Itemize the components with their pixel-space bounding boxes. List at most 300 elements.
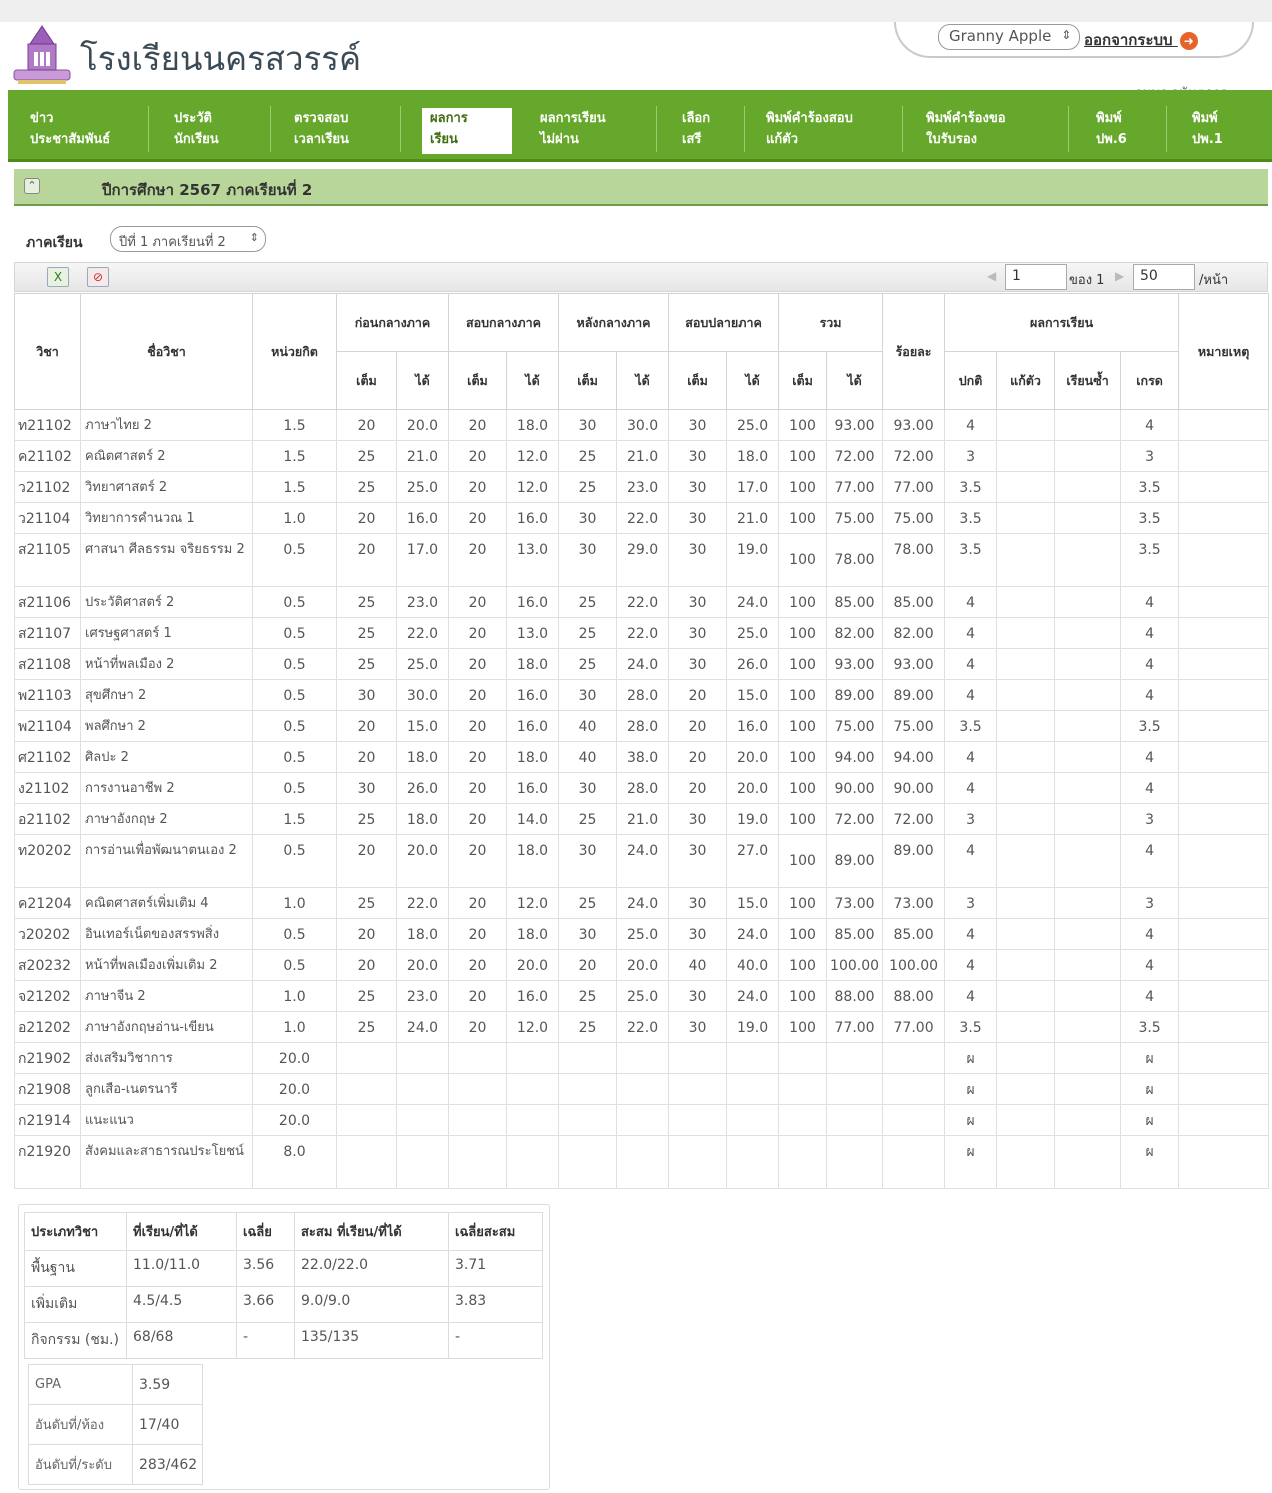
clear-filter-icon[interactable]: ⊘ [87, 267, 109, 287]
pager-of-label: ของ 1 [1069, 273, 1105, 288]
cell-total-full: 100 [779, 649, 827, 680]
cell-total-full [779, 1136, 827, 1189]
cell-total-got [827, 1105, 883, 1136]
cell-total-got: 88.00 [827, 981, 883, 1012]
cell-percent: 77.00 [883, 472, 945, 503]
cell-repeat [1055, 1105, 1121, 1136]
cell-retest [997, 1136, 1055, 1189]
cell-mid-got: 16.0 [507, 587, 559, 618]
nav-print-por6[interactable]: พิมพ์ ปพ.6 [1096, 111, 1127, 147]
cell-after-mid-got: 25.0 [617, 981, 669, 1012]
cell-mid-got: 16.0 [507, 680, 559, 711]
cell-normal: 3.5 [945, 711, 997, 742]
class-rank-label: อันดับที่/ห้อง [29, 1405, 133, 1445]
table-row [15, 1043, 1269, 1074]
summary-cell: 3.71 [449, 1251, 543, 1287]
cell-name: ภาษาอังกฤษ 2 [81, 804, 253, 835]
cell-mid-full [449, 1105, 507, 1136]
pager-page-input[interactable]: 1 [1005, 264, 1067, 290]
cell-credit: 0.5 [253, 680, 337, 711]
cell-grade: 3.5 [1121, 534, 1179, 587]
cell-mid-got [507, 1105, 559, 1136]
cell-before-mid-full [337, 1043, 397, 1074]
pager-prev-icon[interactable]: ◀ [987, 269, 997, 283]
cell-code: ว21104 [15, 503, 81, 534]
cell-name: ภาษาอังกฤษอ่าน-เขียน [81, 1012, 253, 1043]
cell-after-mid-got: 28.0 [617, 680, 669, 711]
cell-credit: 0.5 [253, 534, 337, 587]
cell-normal: 4 [945, 649, 997, 680]
cell-total-full: 100 [779, 472, 827, 503]
cell-total-full: 100 [779, 410, 827, 441]
cell-total-full: 100 [779, 981, 827, 1012]
summary-cell: 68/68 [127, 1323, 237, 1359]
cell-name: พลศึกษา 2 [81, 711, 253, 742]
cell-final-got: 40.0 [727, 950, 779, 981]
summary-row [25, 1323, 543, 1359]
nav-print-por1[interactable]: พิมพ์ ปพ.1 [1192, 111, 1223, 147]
summary-header-credits: ที่เรียน/ที่ได้ [127, 1213, 237, 1251]
cell-mid-got [507, 1074, 559, 1105]
cell-before-mid-full: 20 [337, 711, 397, 742]
cell-code: ส21106 [15, 587, 81, 618]
class-rank-value: 17/40 [133, 1405, 203, 1445]
cell-after-mid-got: 22.0 [617, 503, 669, 534]
cell-before-mid-full: 25 [337, 441, 397, 472]
cell-grade: 4 [1121, 835, 1179, 888]
pager-next-icon[interactable]: ▶ [1115, 269, 1125, 283]
cell-credit: 0.5 [253, 649, 337, 680]
table-row [15, 919, 1269, 950]
nav-print-retest-form[interactable]: พิมพ์คำร้องสอบ แก้ตัว [766, 111, 853, 147]
cell-total-got: 93.00 [827, 649, 883, 680]
cell-mid-got: 16.0 [507, 503, 559, 534]
cell-final-full: 30 [669, 888, 727, 919]
cell-code: ส21107 [15, 618, 81, 649]
cell-percent: 93.00 [883, 649, 945, 680]
gpa-row [29, 1365, 203, 1405]
cell-final-full: 30 [669, 410, 727, 441]
nav-free-elective[interactable]: เลือก เสรี [682, 111, 711, 147]
cell-retest [997, 773, 1055, 804]
cell-credit: 1.5 [253, 441, 337, 472]
cell-final-full: 40 [669, 950, 727, 981]
cell-remark [1179, 950, 1269, 981]
cell-before-mid-full: 25 [337, 472, 397, 503]
cell-after-mid-full: 40 [559, 742, 617, 773]
cell-final-full [669, 1074, 727, 1105]
cell-remark [1179, 835, 1269, 888]
cell-after-mid-got: 38.0 [617, 742, 669, 773]
cell-mid-full: 20 [449, 472, 507, 503]
table-row [15, 587, 1269, 618]
cell-final-got [727, 1043, 779, 1074]
cell-total-full: 100 [779, 950, 827, 981]
col-header-grade: เกรด [1121, 352, 1179, 410]
cell-credit: 0.5 [253, 919, 337, 950]
summary-row [25, 1251, 543, 1287]
cell-credit: 0.5 [253, 711, 337, 742]
cell-repeat [1055, 804, 1121, 835]
cell-final-full [669, 1105, 727, 1136]
cell-after-mid-full: 30 [559, 410, 617, 441]
cell-total-full: 100 [779, 919, 827, 950]
cell-remark [1179, 804, 1269, 835]
cell-retest [997, 804, 1055, 835]
cell-after-mid-full: 25 [559, 618, 617, 649]
cell-retest [997, 649, 1055, 680]
cell-percent: 72.00 [883, 441, 945, 472]
cell-repeat [1055, 711, 1121, 742]
table-row [15, 472, 1269, 503]
cell-retest [997, 742, 1055, 773]
cell-after-mid-got [617, 1074, 669, 1105]
cell-name: อินเทอร์เน็ตของสรรพสิ่ง [81, 919, 253, 950]
cell-normal: 4 [945, 950, 997, 981]
cell-repeat [1055, 835, 1121, 888]
col-header-got: ได้ [727, 352, 779, 410]
cell-final-full: 30 [669, 618, 727, 649]
cell-after-mid-got: 22.0 [617, 587, 669, 618]
cell-mid-full: 20 [449, 888, 507, 919]
table-row [15, 711, 1269, 742]
cell-credit: 1.0 [253, 981, 337, 1012]
nav-news[interactable]: ข่าว ประชาสัมพันธ์ [30, 111, 111, 147]
cell-retest [997, 503, 1055, 534]
cell-final-got [727, 1074, 779, 1105]
cell-final-full: 30 [669, 503, 727, 534]
col-header-full: เต็ม [559, 352, 617, 410]
cell-after-mid-full: 30 [559, 503, 617, 534]
cell-grade: 4 [1121, 680, 1179, 711]
logout-link[interactable] [1084, 28, 1198, 52]
cell-mid-got: 18.0 [507, 919, 559, 950]
cell-repeat [1055, 503, 1121, 534]
cell-after-mid-full [559, 1136, 617, 1189]
cell-code: พ21103 [15, 680, 81, 711]
summary-cell: 3.66 [237, 1287, 295, 1323]
nav-failed-results[interactable]: ผลการเรียน ไม่ผ่าน [540, 111, 606, 147]
cell-total-got: 77.00 [827, 1012, 883, 1043]
col-header-full: เต็ม [779, 352, 827, 410]
cell-code: พ21104 [15, 711, 81, 742]
term-select[interactable] [110, 226, 266, 252]
cell-before-mid-full: 30 [337, 680, 397, 711]
cell-credit: 20.0 [253, 1043, 337, 1074]
cell-mid-full [449, 1136, 507, 1189]
cell-retest [997, 410, 1055, 441]
cell-before-mid-got: 18.0 [397, 919, 449, 950]
cell-before-mid-got: 23.0 [397, 981, 449, 1012]
cell-after-mid-got: 25.0 [617, 919, 669, 950]
table-row [15, 649, 1269, 680]
cell-grade: 3.5 [1121, 472, 1179, 503]
cell-name: ศิลปะ 2 [81, 742, 253, 773]
cell-name: การงานอาชีพ 2 [81, 773, 253, 804]
col-header-got: ได้ [827, 352, 883, 410]
cell-before-mid-full: 30 [337, 773, 397, 804]
cell-mid-got: 18.0 [507, 835, 559, 888]
cell-total-got: 72.00 [827, 804, 883, 835]
cell-repeat [1055, 742, 1121, 773]
cell-mid-got [507, 1043, 559, 1074]
cell-mid-full: 20 [449, 835, 507, 888]
cell-final-full: 30 [669, 441, 727, 472]
cell-normal: 4 [945, 680, 997, 711]
cell-code: ค21204 [15, 888, 81, 919]
school-name: โรงเรียนนครสวรรค์ [80, 39, 362, 78]
updown-caret-icon: ⇕ [1061, 28, 1072, 42]
cell-credit: 8.0 [253, 1136, 337, 1189]
cell-remark [1179, 534, 1269, 587]
pager-unit-label: /หน้า [1199, 273, 1229, 288]
cell-before-mid-full: 20 [337, 950, 397, 981]
cell-after-mid-full: 25 [559, 1012, 617, 1043]
cell-before-mid-got [397, 1136, 449, 1189]
nav-divider [400, 106, 401, 152]
cell-remark [1179, 649, 1269, 680]
cell-name: แนะแนว [81, 1105, 253, 1136]
cell-normal: ผ [945, 1105, 997, 1136]
cell-after-mid-got: 22.0 [617, 1012, 669, 1043]
cell-code: ก21914 [15, 1105, 81, 1136]
cell-total-full: 100 [779, 441, 827, 472]
cell-remark [1179, 1136, 1269, 1189]
cell-after-mid-got: 30.0 [617, 410, 669, 441]
summary-header-type: ประเภทวิชา [25, 1213, 127, 1251]
cell-mid-full: 20 [449, 680, 507, 711]
cell-after-mid-full [559, 1043, 617, 1074]
cell-before-mid-got: 25.0 [397, 472, 449, 503]
cell-credit: 0.5 [253, 618, 337, 649]
cell-retest [997, 711, 1055, 742]
cell-before-mid-full: 20 [337, 835, 397, 888]
col-header-full: เต็ม [669, 352, 727, 410]
cell-mid-full: 20 [449, 534, 507, 587]
cell-normal: 3.5 [945, 503, 997, 534]
cell-final-got: 20.0 [727, 742, 779, 773]
term-select-value: ปีที่ 1 ภาคเรียนที่ 2 [119, 235, 226, 250]
table-row [15, 773, 1269, 804]
cell-grade: 4 [1121, 587, 1179, 618]
cell-before-mid-got: 15.0 [397, 711, 449, 742]
cell-percent: 77.00 [883, 1012, 945, 1043]
cell-mid-got: 12.0 [507, 888, 559, 919]
cell-percent: 73.00 [883, 888, 945, 919]
table-row [15, 1074, 1269, 1105]
cell-remark [1179, 919, 1269, 950]
cell-total-full: 100 [779, 503, 827, 534]
collapse-icon[interactable]: ⌃ [24, 178, 40, 194]
cell-after-mid-got [617, 1105, 669, 1136]
cell-remark [1179, 888, 1269, 919]
cell-total-got: 100.00 [827, 950, 883, 981]
cell-final-full: 30 [669, 649, 727, 680]
grid-toolbar [14, 262, 1268, 292]
cell-final-got: 26.0 [727, 649, 779, 680]
nav-attendance[interactable]: ตรวจสอบ เวลาเรียน [294, 111, 349, 147]
summary-header-average: เฉลี่ย [237, 1213, 295, 1251]
cell-after-mid-full: 25 [559, 472, 617, 503]
cell-remark [1179, 472, 1269, 503]
col-header-before-mid: ก่อนกลางภาค [337, 294, 449, 352]
cell-code: ท20202 [15, 835, 81, 888]
cell-total-got: 89.00 [827, 680, 883, 711]
excel-export-icon[interactable]: X [47, 267, 69, 287]
logout-label: ออกจากระบบ [1084, 31, 1173, 49]
cell-after-mid-got: 21.0 [617, 441, 669, 472]
cell-final-full [669, 1136, 727, 1189]
cell-before-mid-got: 26.0 [397, 773, 449, 804]
cell-before-mid-full: 20 [337, 410, 397, 441]
nav-student-profile[interactable]: ประวัติ นักเรียน [174, 111, 219, 147]
cell-after-mid-full: 20 [559, 950, 617, 981]
nav-print-certificate-form[interactable]: พิมพ์คำร้องขอ ใบรับรอง [926, 111, 1006, 147]
cell-total-full [779, 1043, 827, 1074]
cell-percent: 82.00 [883, 618, 945, 649]
cell-repeat [1055, 919, 1121, 950]
cell-final-got: 25.0 [727, 410, 779, 441]
nav-divider [656, 106, 657, 152]
cell-name: คณิตศาสตร์เพิ่มเติม 4 [81, 888, 253, 919]
cell-retest [997, 587, 1055, 618]
cell-final-full: 20 [669, 773, 727, 804]
cell-code: ก21908 [15, 1074, 81, 1105]
nav-divider [744, 106, 745, 152]
cell-before-mid-full: 25 [337, 804, 397, 835]
cell-credit: 0.5 [253, 742, 337, 773]
cell-after-mid-got: 21.0 [617, 804, 669, 835]
cell-code: ค21102 [15, 441, 81, 472]
cell-final-full: 30 [669, 1012, 727, 1043]
cell-remark [1179, 742, 1269, 773]
cell-credit: 0.5 [253, 587, 337, 618]
cell-final-got: 25.0 [727, 618, 779, 649]
cell-total-full: 100 [779, 804, 827, 835]
cell-mid-got: 12.0 [507, 441, 559, 472]
cell-normal: 3.5 [945, 1012, 997, 1043]
cell-normal: ผ [945, 1074, 997, 1105]
table-row [15, 410, 1269, 441]
table-row [15, 888, 1269, 919]
cell-total-full: 100 [779, 680, 827, 711]
cell-mid-got: 18.0 [507, 649, 559, 680]
cell-mid-got: 12.0 [507, 472, 559, 503]
cell-normal: 4 [945, 742, 997, 773]
cell-normal: 4 [945, 773, 997, 804]
cell-normal: 4 [945, 919, 997, 950]
cell-remark [1179, 711, 1269, 742]
cell-mid-full: 20 [449, 950, 507, 981]
cell-normal: 4 [945, 410, 997, 441]
cell-mid-full [449, 1043, 507, 1074]
cell-total-full: 100 [779, 1012, 827, 1043]
cell-normal: 3.5 [945, 534, 997, 587]
cell-before-mid-got: 22.0 [397, 888, 449, 919]
col-header-percent: ร้อยละ [883, 294, 945, 410]
cell-mid-got: 16.0 [507, 981, 559, 1012]
cell-total-full: 100 [779, 773, 827, 804]
cell-name: วิทยาการคำนวณ 1 [81, 503, 253, 534]
cell-total-full: 100 [779, 711, 827, 742]
summary-cell: 135/135 [295, 1323, 449, 1359]
summary-cell: 3.83 [449, 1287, 543, 1323]
summary-cell: 11.0/11.0 [127, 1251, 237, 1287]
cell-before-mid-got: 17.0 [397, 534, 449, 587]
cell-retest [997, 919, 1055, 950]
col-header-normal: ปกติ [945, 352, 997, 410]
cell-grade: 4 [1121, 742, 1179, 773]
cell-name: หน้าที่พลเมือง 2 [81, 649, 253, 680]
cell-mid-got: 14.0 [507, 804, 559, 835]
cell-normal: ผ [945, 1136, 997, 1189]
cell-retest [997, 472, 1055, 503]
cell-retest [997, 950, 1055, 981]
cell-grade: 4 [1121, 618, 1179, 649]
cell-mid-full: 20 [449, 649, 507, 680]
cell-percent: 85.00 [883, 587, 945, 618]
cell-credit: 1.0 [253, 503, 337, 534]
gpa-table [28, 1364, 203, 1485]
account-select[interactable] [938, 24, 1080, 50]
cell-after-mid-full: 30 [559, 919, 617, 950]
pager-size-input[interactable]: 50 [1133, 264, 1195, 290]
cell-remark [1179, 1043, 1269, 1074]
cell-final-got: 20.0 [727, 773, 779, 804]
summary-table [24, 1212, 543, 1359]
gpa-value: 3.59 [133, 1365, 203, 1405]
nav-grades[interactable]: ผลการ เรียน [422, 108, 512, 154]
account-select-value: Granny Apple [949, 27, 1052, 45]
level-rank-value: 283/462 [133, 1445, 203, 1485]
cell-before-mid-got [397, 1043, 449, 1074]
cell-remark [1179, 1074, 1269, 1105]
cell-mid-full [449, 1074, 507, 1105]
cell-grade: 3.5 [1121, 1012, 1179, 1043]
col-header-after-mid: หลังกลางภาค [559, 294, 669, 352]
cell-total-got [827, 1043, 883, 1074]
cell-before-mid-got: 18.0 [397, 742, 449, 773]
cell-total-full [779, 1074, 827, 1105]
cell-after-mid-got: 22.0 [617, 618, 669, 649]
col-header-mid: สอบกลางภาค [449, 294, 559, 352]
cell-after-mid-got: 24.0 [617, 888, 669, 919]
cell-retest [997, 1074, 1055, 1105]
summary-cell: 3.56 [237, 1251, 295, 1287]
cell-credit: 20.0 [253, 1105, 337, 1136]
cell-percent: 88.00 [883, 981, 945, 1012]
cell-after-mid-full: 30 [559, 680, 617, 711]
cell-name: ประวัติศาสตร์ 2 [81, 587, 253, 618]
grades-table [14, 293, 1269, 1189]
cell-percent [883, 1105, 945, 1136]
cell-retest [997, 1043, 1055, 1074]
table-row [15, 534, 1269, 587]
cell-mid-got: 16.0 [507, 711, 559, 742]
cell-remark [1179, 981, 1269, 1012]
cell-after-mid-full: 25 [559, 649, 617, 680]
cell-before-mid-full: 20 [337, 503, 397, 534]
cell-name: เศรษฐศาสตร์ 1 [81, 618, 253, 649]
cell-final-full: 30 [669, 981, 727, 1012]
cell-total-full: 100 [779, 835, 827, 888]
cell-mid-full: 20 [449, 773, 507, 804]
cell-normal: ผ [945, 1043, 997, 1074]
header [0, 22, 1272, 90]
table-row [15, 1136, 1269, 1189]
cell-retest [997, 1105, 1055, 1136]
cell-code: ส20232 [15, 950, 81, 981]
